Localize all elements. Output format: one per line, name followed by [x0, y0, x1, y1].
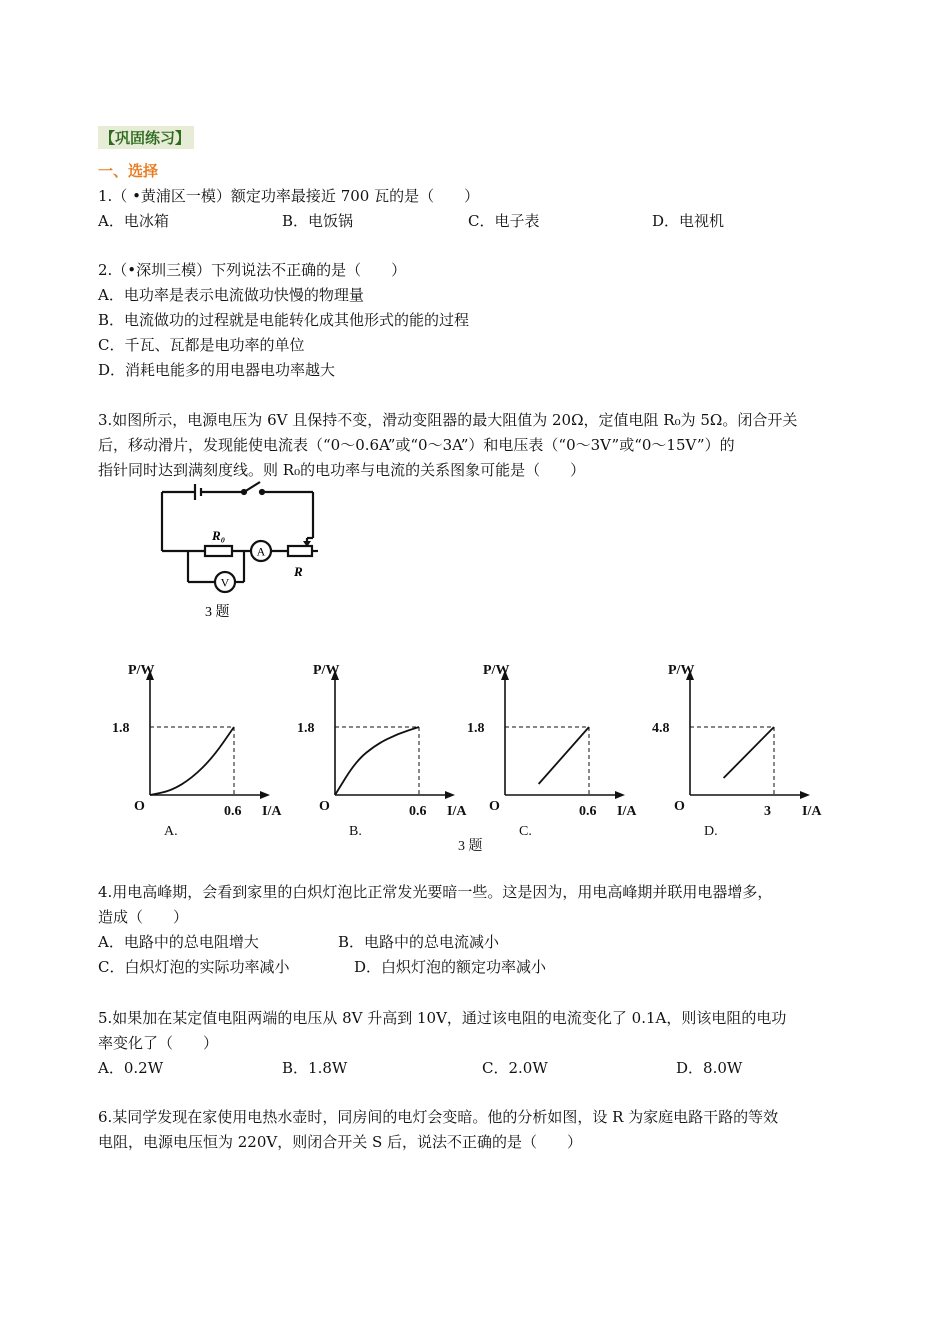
graph-d-y-tick: 4.8 [652, 721, 670, 736]
q5-option-c: C．2.0W [482, 1059, 548, 1077]
graph-a-curve [150, 727, 234, 795]
graph-c-origin: O [489, 799, 500, 814]
switch-blade [244, 482, 260, 492]
graph-d-label: D. [704, 824, 718, 839]
ammeter-symbol: A [256, 544, 266, 559]
q4-option-b: B．电路中的总电流减小 [338, 933, 500, 951]
rheostat-r [288, 546, 312, 556]
graph-c-ylabel: P/W [483, 663, 510, 678]
graph-d-xlabel: I/A [802, 804, 822, 819]
graph-b-y-tick: 1.8 [297, 721, 315, 736]
graph-a-x-tick: 0.6 [224, 804, 242, 819]
graph-d-x-arrow [800, 791, 810, 799]
graph-c-curve [539, 727, 589, 784]
q4-option-c: C．白炽灯泡的实际功率减小 [98, 958, 290, 976]
q3-line-3: 指针同时达到满刻度线。则 R₀的电功率与电流的关系图象可能是（ ） [98, 461, 586, 479]
q6-line-1: 6.某同学发现在家使用电热水壶时，同房间的电灯会变暗。他的分析如图，设 R 为家庭电路干路的等效 [98, 1108, 779, 1126]
voltmeter-symbol: V [220, 575, 230, 590]
q3-line-2: 后，移动滑片，发现能使电流表（“0～0.6A”或“0～3A”）和电压表（“0～3V”或“0～15V”）的 [98, 436, 735, 454]
graph-a-ylabel: P/W [128, 663, 155, 678]
graph-a-label: A. [164, 824, 178, 839]
graph-d-ylabel: P/W [668, 663, 695, 678]
q2-option-b: B．电流做功的过程就是电能转化成其他形式的能的过程 [98, 311, 470, 329]
circuit-diagram [150, 478, 330, 626]
graphs-figure [98, 650, 858, 860]
circuit-r-label: R [294, 564, 303, 579]
q5-option-d: D．8.0W [676, 1059, 743, 1077]
graph-d-origin: O [674, 799, 685, 814]
circuit-caption: 3 题 [205, 605, 230, 620]
q1-option-b: B．电饭锅 [282, 212, 354, 230]
q1-option-a: A．电冰箱 [98, 212, 169, 230]
q5-line-1: 5.如果加在某定值电阻两端的电压从 8V 升高到 10V，通过该电阻的电流变化了 0.1A，则该电阻的电功 [98, 1009, 787, 1027]
graph-b-x-arrow [445, 791, 455, 799]
graph-b-x-tick: 0.6 [409, 804, 427, 819]
q6-line-2: 电阻，电源电压恒为 220V，则闭合开关 S 后，说法不正确的是（ ） [98, 1133, 583, 1151]
circuit-r0-label: R₀ [212, 528, 226, 543]
graph-c-xlabel: I/A [617, 804, 637, 819]
q2-option-c: C．千瓦、瓦都是电功率的单位 [98, 336, 305, 354]
q5-option-a: A．0.2W [98, 1059, 164, 1077]
graph-b-label: B. [349, 824, 362, 839]
graph-c-label: C. [519, 824, 532, 839]
section-heading: 一、选择 [98, 162, 159, 180]
q5-option-b: B．1.8W [282, 1059, 348, 1077]
graph-b-ylabel: P/W [313, 663, 340, 678]
q4-line-2: 造成（ ） [98, 908, 189, 926]
q3-line-1: 3.如图所示，电源电压为 6V 且保持不变，滑动变阻器的最大阻值为 20Ω，定值电阻 R₀为 5Ω。闭合开关 [98, 411, 798, 429]
graph-a-xlabel: I/A [262, 804, 282, 819]
resistor-r0 [205, 546, 232, 556]
q4-line-1: 4.用电高峰期，会看到家里的白炽灯泡比正常发光要暗一些。这是因为，用电高峰期并联用电器增多， [98, 883, 773, 901]
graph-d-x-tick: 3 [764, 804, 771, 819]
q2-option-a: A．电功率是表示电流做功快慢的物理量 [98, 286, 364, 304]
q2-stem: 2.（•深圳三模）下列说法不正确的是（ ） [98, 261, 407, 279]
q2-option-d: D．消耗电能多的用电器电功率越大 [98, 361, 336, 379]
graph-c-y-tick: 1.8 [467, 721, 485, 736]
q4-option-d: D．白炽灯泡的额定功率减小 [354, 958, 547, 976]
graph-c-x-tick: 0.6 [579, 804, 597, 819]
graph-b-curve [335, 727, 419, 795]
q1-option-d: D．电视机 [652, 212, 725, 230]
q1-option-c: C．电子表 [468, 212, 540, 230]
q4-option-a: A．电路中的总电阻增大 [98, 933, 259, 951]
graph-c-x-arrow [615, 791, 625, 799]
graph-b-xlabel: I/A [447, 804, 467, 819]
graph-a-x-arrow [260, 791, 270, 799]
section-tag: 【巩固练习】 [98, 126, 194, 149]
graph-a-y-tick: 1.8 [112, 721, 130, 736]
graph-a-origin: O [134, 799, 145, 814]
q5-line-2: 率变化了（ ） [98, 1034, 219, 1052]
graph-d-curve [724, 727, 774, 778]
graph-b-origin: O [319, 799, 330, 814]
graphs-caption: 3 题 [458, 839, 483, 854]
q1-stem: 1.（ •黄浦区一模）额定功率最接近 700 瓦的是（ ） [98, 187, 480, 205]
